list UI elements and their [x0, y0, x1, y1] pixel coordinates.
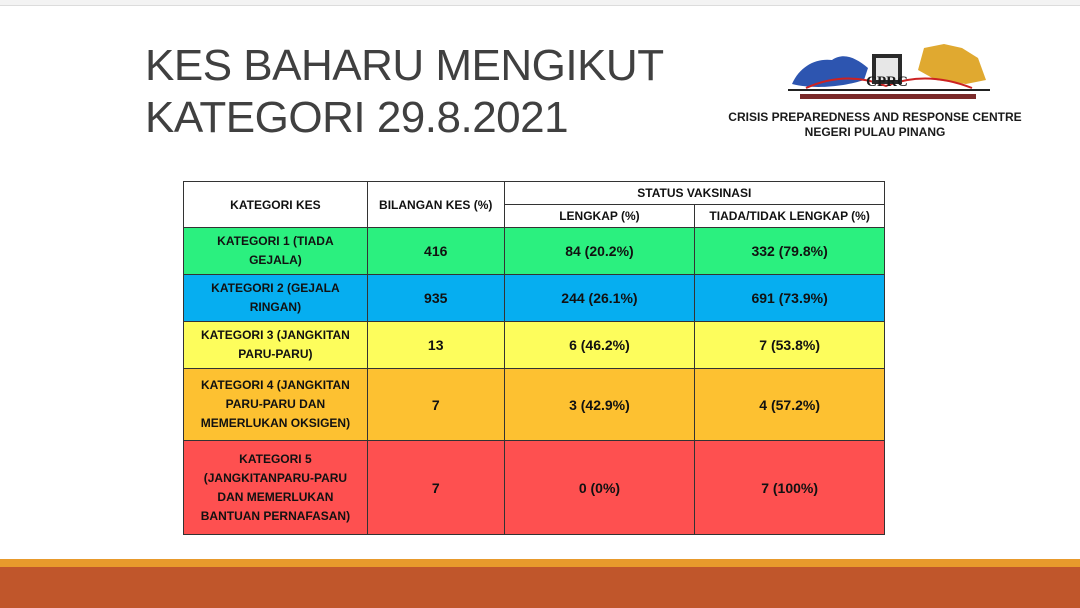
case-count-cell: 13: [367, 322, 504, 369]
complete-cell: 244 (26.1%): [504, 275, 695, 322]
cprc-logo-text: CPRC: [866, 74, 908, 90]
category-cell: [184, 322, 368, 369]
header-category: KATEGORI KES: [184, 182, 368, 228]
incomplete-cell: 7 (100%): [695, 441, 885, 535]
category-text: PARU-PARU DAN: [225, 397, 326, 411]
incomplete-cell: 332 (79.8%): [695, 228, 885, 275]
footer-band: [0, 567, 1080, 608]
organization-line-2: NEGERI PULAU PINANG: [804, 125, 946, 139]
category-cell: [184, 369, 368, 441]
table-row: [184, 369, 885, 441]
footer-stripe: [0, 559, 1080, 567]
category-cell: [184, 441, 368, 535]
header-vaccination-status: STATUS VAKSINASI: [504, 182, 884, 205]
category-text: MEMERLUKAN OKSIGEN): [200, 416, 351, 430]
organization-name: [700, 110, 1050, 140]
cprc-logo-icon: [786, 40, 992, 106]
category-text: KATEGORI 3 (JANGKITAN: [200, 328, 350, 342]
table-row: [184, 275, 885, 322]
complete-cell: 3 (42.9%): [504, 369, 695, 441]
case-count-cell: 7: [367, 441, 504, 535]
category-text: KATEGORI 1 (TIADA: [217, 234, 334, 248]
case-count-cell: 416: [367, 228, 504, 275]
table-row: [184, 228, 885, 275]
cases-by-category-table: [183, 181, 885, 535]
table-row: [184, 441, 885, 535]
slide-top-border: [0, 0, 1080, 6]
case-count-cell: 7: [367, 369, 504, 441]
incomplete-cell: 7 (53.8%): [695, 322, 885, 369]
category-text: GEJALA): [249, 253, 302, 267]
header-complete: LENGKAP (%): [504, 205, 695, 228]
slide-title-line-2: KATEGORI 29.8.2021: [145, 93, 569, 142]
category-text: KATEGORI 5: [239, 451, 312, 466]
category-text: PARU-PARU): [238, 347, 313, 361]
category-text: KATEGORI 2 (GEJALA: [211, 281, 340, 295]
category-text: KATEGORI 4 (JANGKITAN: [200, 378, 350, 392]
category-text: RINGAN): [249, 300, 302, 314]
complete-cell: 84 (20.2%): [504, 228, 695, 275]
incomplete-cell: 691 (73.9%): [695, 275, 885, 322]
complete-cell: 6 (46.2%): [504, 322, 695, 369]
case-count-cell: 935: [367, 275, 504, 322]
category-text: DAN MEMERLUKAN: [217, 489, 334, 504]
complete-cell: 0 (0%): [504, 441, 695, 535]
slide-title: [145, 40, 664, 144]
category-text: (JANGKITANPARU-PARU: [203, 470, 348, 485]
header-case-count: BILANGAN KES (%): [367, 182, 504, 228]
incomplete-cell: 4 (57.2%): [695, 369, 885, 441]
slide-title-line-1: KES BAHARU MENGIKUT: [145, 41, 664, 90]
table-header-row: [184, 182, 885, 205]
category-text: BANTUAN PERNAFASAN): [200, 508, 351, 523]
table-row: [184, 322, 885, 369]
category-cell: [184, 228, 368, 275]
organization-line-1: CRISIS PREPAREDNESS AND RESPONSE CENTRE: [728, 110, 1022, 124]
category-cell: [184, 275, 368, 322]
header-incomplete: TIADA/TIDAK LENGKAP (%): [695, 205, 885, 228]
